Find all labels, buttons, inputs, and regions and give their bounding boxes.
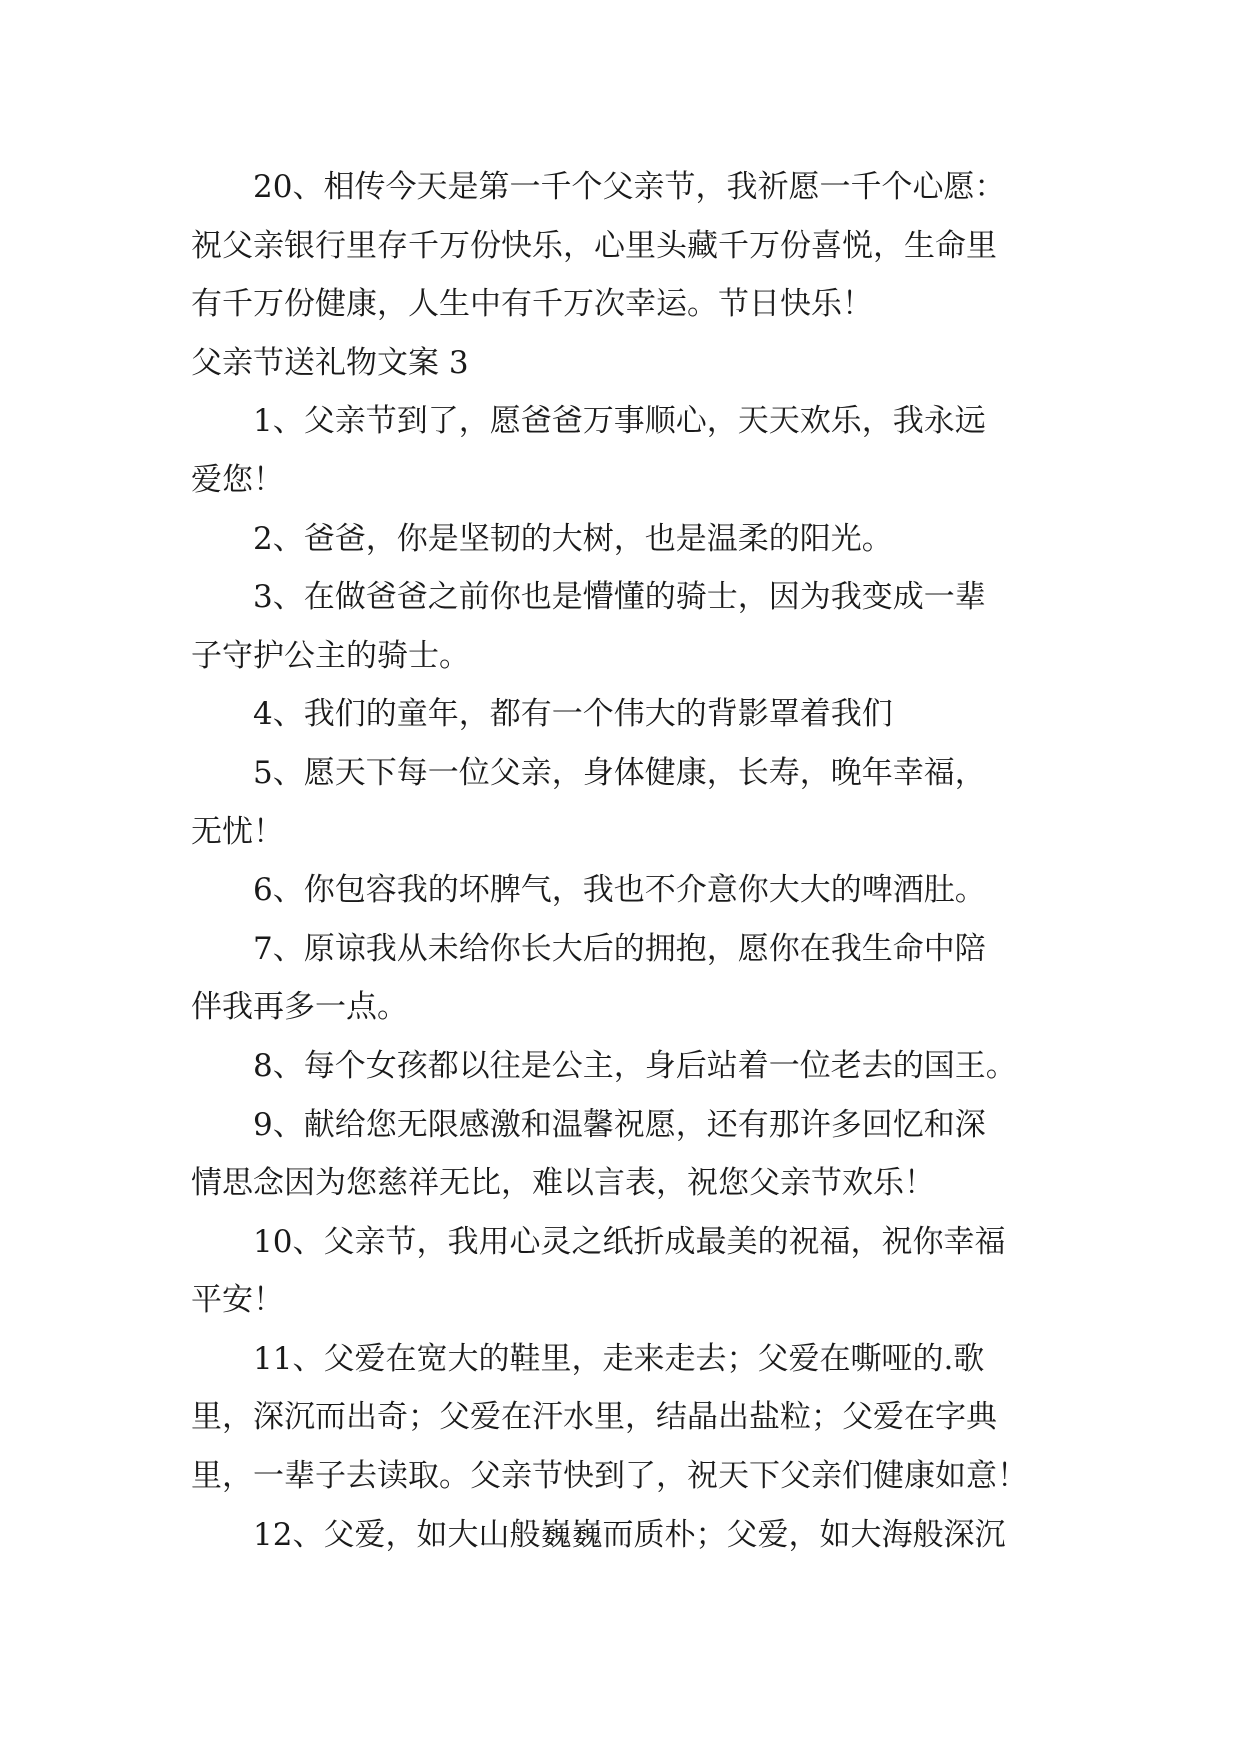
paragraph-line: 9、献给您无限感激和温馨祝愿，还有那许多回忆和深 (253, 1106, 986, 1143)
paragraph-line: 12、父爱，如大山般巍巍而质朴；父爱，如大海般深沉 (253, 1516, 1006, 1553)
paragraph-line: 11、父爱在宽大的鞋里，走来走去；父爱在嘶哑的.歌 (253, 1340, 985, 1377)
paragraph-line: 10、父亲节，我用心灵之纸折成最美的祝福，祝你幸福 (253, 1223, 1006, 1260)
paragraph-line: 无忧！ (191, 813, 284, 850)
paragraph-line: 情思念因为您慈祥无比，难以言表，祝您父亲节欢乐！ (191, 1165, 935, 1202)
paragraph-line: 伴我再多一点。 (191, 989, 408, 1026)
paragraph-line: 里，一辈子去读取。父亲节快到了，祝天下父亲们健康如意！ (191, 1458, 1028, 1495)
paragraph-line: 祝父亲银行里存千万份快乐，心里头藏千万份喜悦，生命里 (191, 227, 997, 264)
paragraph-line: 4、我们的童年，都有一个伟大的背影罩着我们 (253, 696, 893, 733)
paragraph-line: 爱您！ (191, 461, 284, 498)
paragraph-line: 有千万份健康，人生中有千万次幸运。节日快乐！ (191, 286, 873, 323)
section-heading: 父亲节送礼物文案 3 (191, 344, 469, 381)
paragraph-line: 8、每个女孩都以往是公主，身后站着一位老去的国王。 (253, 1047, 1017, 1084)
paragraph-line: 20、相传今天是第一千个父亲节，我祈愿一千个心愿： (253, 169, 1006, 205)
paragraph-line: 7、原谅我从未给你长大后的拥抱，愿你在我生命中陪 (253, 930, 986, 967)
paragraph-line: 3、在做爸爸之前你也是懵懂的骑士，因为我变成一辈 (253, 579, 986, 616)
paragraph-line: 5、愿天下每一位父亲，身体健康，长寿，晚年幸福， (253, 754, 986, 791)
paragraph-line: 子守护公主的骑士。 (191, 637, 470, 674)
document-body (191, 158, 1071, 1564)
paragraph-line: 平安！ (191, 1282, 284, 1319)
paragraph-line: 里，深沉而出奇；父爱在汗水里，结晶出盐粒；父爱在字典 (191, 1399, 997, 1436)
paragraph-line: 1、父亲节到了，愿爸爸万事顺心，天天欢乐，我永远 (253, 403, 986, 440)
paragraph-line: 6、你包容我的坏脾气，我也不介意你大大的啤酒肚。 (253, 872, 986, 909)
paragraph-line: 2、爸爸，你是坚韧的大树，也是温柔的阳光。 (253, 520, 893, 557)
